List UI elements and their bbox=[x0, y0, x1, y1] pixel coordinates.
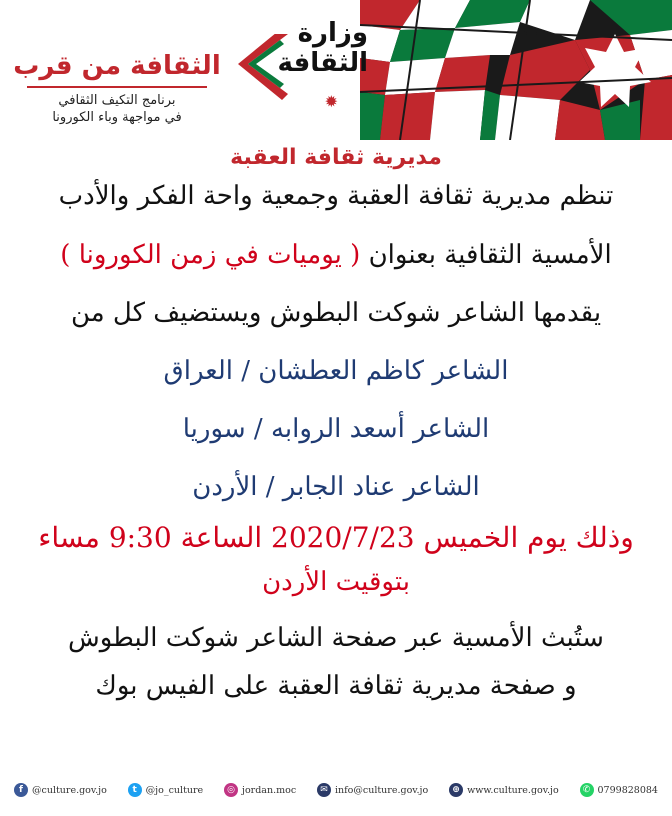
organizers-line: تنظم مديرية ثقافة العقبة وجمعية واحة الفكر والأدب bbox=[58, 181, 614, 211]
footer-facebook[interactable] bbox=[14, 783, 107, 797]
ministry-name-line1: وزارة bbox=[297, 18, 368, 48]
footer-email[interactable] bbox=[317, 783, 428, 797]
evening-title-line bbox=[0, 226, 672, 284]
broadcast-line-1: ستُبث الأمسية عبر صفحة الشاعر شوكت البطوش bbox=[68, 623, 604, 653]
header bbox=[0, 0, 672, 140]
ministry-name-line2: الثقافة bbox=[277, 48, 368, 78]
footer-whatsapp[interactable] bbox=[580, 783, 658, 797]
whatsapp-icon: ✆ bbox=[580, 783, 594, 797]
ministry-name bbox=[268, 18, 368, 78]
footer-website[interactable] bbox=[449, 783, 559, 797]
date-time-line: وذلك يوم الخميس 2020/7/23 الساعة 9:30 مساء bbox=[38, 521, 634, 554]
brand-subtitle-line2: في مواجهة وباء الكورونا bbox=[52, 110, 182, 125]
twitter-icon: t bbox=[128, 783, 142, 797]
brand-subtitle-line1: برنامج التكيف الثقافي bbox=[58, 93, 176, 108]
star-icon: ✹ bbox=[324, 92, 338, 111]
brand-title: الثقافة من قرب bbox=[13, 51, 221, 81]
globe-icon: ⊕ bbox=[449, 783, 463, 797]
whatsapp-number: 0799828084 bbox=[597, 784, 658, 796]
broadcast-line-2: و صفحة مديرية ثقافة العقبة على الفيس بوك bbox=[95, 671, 577, 701]
footer-contacts bbox=[0, 778, 672, 802]
email-address: info@culture.gov.jo bbox=[335, 784, 429, 796]
jordan-flag-mosaic bbox=[360, 0, 672, 140]
poet-syria: الشاعر أسعد الروابه / سوريا bbox=[182, 414, 490, 444]
twitter-handle: @jo_culture bbox=[145, 784, 204, 796]
evening-title: ( يوميات في زمن الكورونا ) bbox=[60, 240, 361, 270]
website-url: www.culture.gov.jo bbox=[467, 784, 559, 796]
evening-title-prefix: الأمسية الثقافية بعنوان bbox=[368, 240, 612, 270]
timezone-line: بتوقيت الأردن bbox=[262, 567, 410, 597]
host-line: يقدمها الشاعر شوكت البطوش ويستضيف كل من bbox=[70, 298, 602, 328]
facebook-icon: f bbox=[14, 783, 28, 797]
directorate-heading: مديرية ثقافة العقبة bbox=[230, 145, 442, 170]
footer-instagram[interactable] bbox=[224, 783, 296, 797]
facebook-handle: @culture.gov.jo bbox=[32, 784, 107, 796]
instagram-handle: jordan.moc bbox=[242, 784, 297, 796]
poet-jordan: الشاعر عناد الجابر / الأردن bbox=[192, 472, 480, 502]
brand-block bbox=[12, 50, 222, 126]
ministry-logo bbox=[238, 14, 368, 124]
poet-iraq: الشاعر كاظم العطشان / العراق bbox=[163, 356, 509, 386]
brand-divider bbox=[27, 86, 207, 88]
announcement bbox=[0, 140, 672, 710]
instagram-icon: ◎ bbox=[224, 783, 238, 797]
footer-twitter[interactable] bbox=[128, 783, 204, 797]
email-icon: ✉ bbox=[317, 783, 331, 797]
